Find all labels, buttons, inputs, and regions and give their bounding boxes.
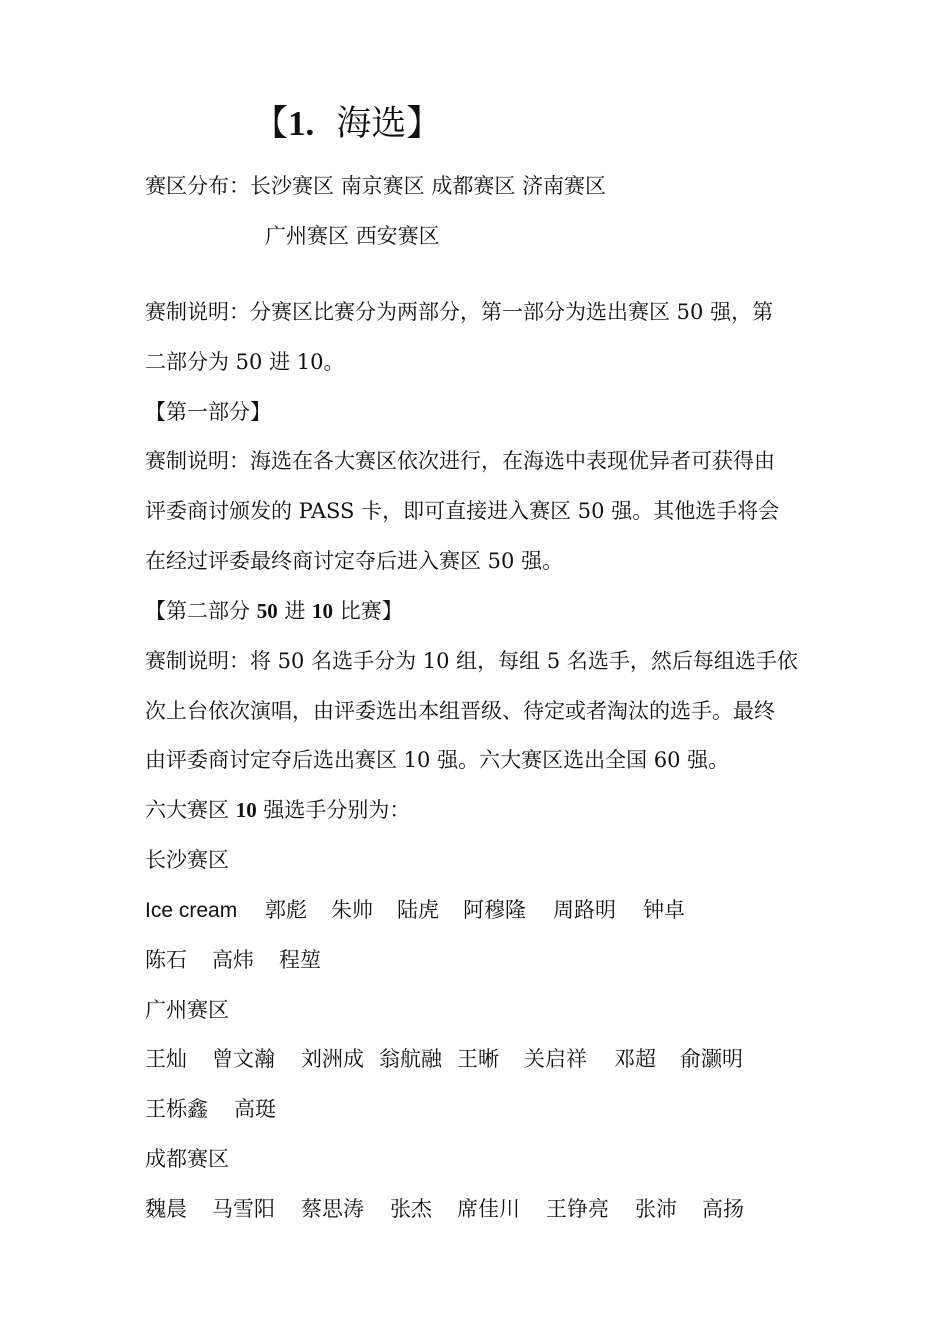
contestant-name: 王灿 bbox=[145, 1047, 187, 1071]
title-bracket-open: 【 bbox=[253, 104, 289, 144]
contestant-name: 周路明 bbox=[553, 898, 616, 922]
region-item: 济南赛区 bbox=[522, 174, 607, 198]
part1-line: 在经过评委最终商讨定夺后进入赛区 50 强。 bbox=[145, 549, 564, 573]
contestant-name: 关启祥 bbox=[524, 1047, 587, 1071]
contestant-name: 翁航融 bbox=[379, 1047, 442, 1071]
contestant-name: 席佳川 bbox=[457, 1197, 520, 1221]
region-item: 成都赛区 bbox=[431, 174, 516, 198]
contestant-row bbox=[145, 945, 321, 975]
contestant-name: 高炜 bbox=[212, 948, 254, 972]
contestant-name: 曾文瀚 bbox=[212, 1047, 275, 1071]
contestant-name: 陆虎 bbox=[397, 898, 439, 922]
region-item: 长沙赛区 bbox=[250, 174, 334, 198]
part2-heading-mid: 进 bbox=[277, 599, 313, 623]
top10-intro-number: 10 bbox=[235, 798, 257, 822]
part1-line: 赛制说明：海选在各大赛区依次进行，在海选中表现优异者可获得由 bbox=[145, 449, 775, 473]
region-heading-changsha: 长沙赛区 bbox=[145, 848, 229, 872]
part1-heading: 【第一部分】 bbox=[145, 400, 271, 424]
region-item: 广州赛区 bbox=[265, 224, 349, 248]
contestant-name: 张沛 bbox=[635, 1197, 677, 1221]
contestant-name: 朱帅 bbox=[331, 898, 373, 922]
contestant-name: 张杰 bbox=[390, 1197, 432, 1221]
contestant-name: Ice cream bbox=[145, 899, 238, 922]
section-title bbox=[253, 100, 441, 148]
region-label: 赛区分布： bbox=[145, 174, 250, 198]
part2-heading-suffix: 比赛】 bbox=[333, 599, 403, 623]
top10-intro-suffix: 强选手分别为： bbox=[256, 798, 411, 822]
contestant-name: 俞灏明 bbox=[680, 1047, 743, 1071]
contestant-name: 魏晨 bbox=[145, 1197, 187, 1221]
contestant-name: 陈石 bbox=[145, 948, 187, 972]
part2-line: 赛制说明：将 50 名选手分为 10 组，每组 5 名选手，然后每组选手依 bbox=[145, 649, 798, 673]
contestant-name: 钟卓 bbox=[643, 898, 685, 922]
contestant-row bbox=[145, 1044, 743, 1074]
region-item: 西安赛区 bbox=[355, 224, 440, 248]
contestant-name: 邓超 bbox=[614, 1047, 656, 1071]
contestant-name: 高珽 bbox=[234, 1097, 276, 1121]
part2-line: 次上台依次演唱，由评委选出本组晋级、待定或者淘汰的选手。最终 bbox=[145, 699, 775, 723]
title-number: 1. bbox=[288, 104, 315, 143]
contestant-name: 马雪阳 bbox=[212, 1197, 275, 1221]
region-item: 南京赛区 bbox=[340, 174, 425, 198]
contestant-name: 王栎鑫 bbox=[145, 1097, 208, 1121]
part2-heading bbox=[145, 596, 403, 626]
top10-intro-prefix: 六大赛区 bbox=[145, 798, 236, 822]
part2-heading-number: 50 bbox=[256, 599, 278, 623]
title-bracket-close: 】 bbox=[406, 104, 442, 144]
top10-intro bbox=[145, 795, 410, 825]
format-note-line: 赛制说明：分赛区比赛分为两部分，第一部分为选出赛区 50 强，第 bbox=[145, 300, 774, 324]
part2-line: 由评委商讨定夺后选出赛区 10 强。六大赛区选出全国 60 强。 bbox=[145, 748, 730, 772]
contestant-row bbox=[145, 1194, 744, 1224]
contestant-name: 王铮亮 bbox=[546, 1197, 609, 1221]
contestant-name: 王晰 bbox=[457, 1047, 499, 1071]
part2-heading-number: 10 bbox=[312, 599, 334, 623]
contestant-name: 刘洲成 bbox=[301, 1047, 364, 1071]
part1-line: 评委商讨颁发的 PASS 卡，即可直接进入赛区 50 强。其他选手将会 bbox=[145, 499, 780, 523]
part2-heading-prefix: 【第二部分 bbox=[145, 599, 257, 623]
region-heading-guangzhou: 广州赛区 bbox=[145, 998, 229, 1022]
contestant-name: 高扬 bbox=[702, 1197, 744, 1221]
region-distribution bbox=[145, 171, 606, 201]
contestant-name: 郭彪 bbox=[265, 898, 307, 922]
title-text: 海选 bbox=[336, 104, 407, 144]
contestant-row bbox=[145, 895, 685, 926]
contestant-name: 蔡思涛 bbox=[301, 1197, 364, 1221]
contestant-name: 程堃 bbox=[279, 948, 321, 972]
region-distribution-cont bbox=[265, 221, 440, 251]
contestant-row bbox=[145, 1094, 276, 1124]
contestant-name: 阿穆隆 bbox=[463, 898, 526, 922]
format-note-line: 二部分为 50 进 10。 bbox=[145, 350, 345, 374]
region-heading-chengdu: 成都赛区 bbox=[145, 1147, 229, 1171]
